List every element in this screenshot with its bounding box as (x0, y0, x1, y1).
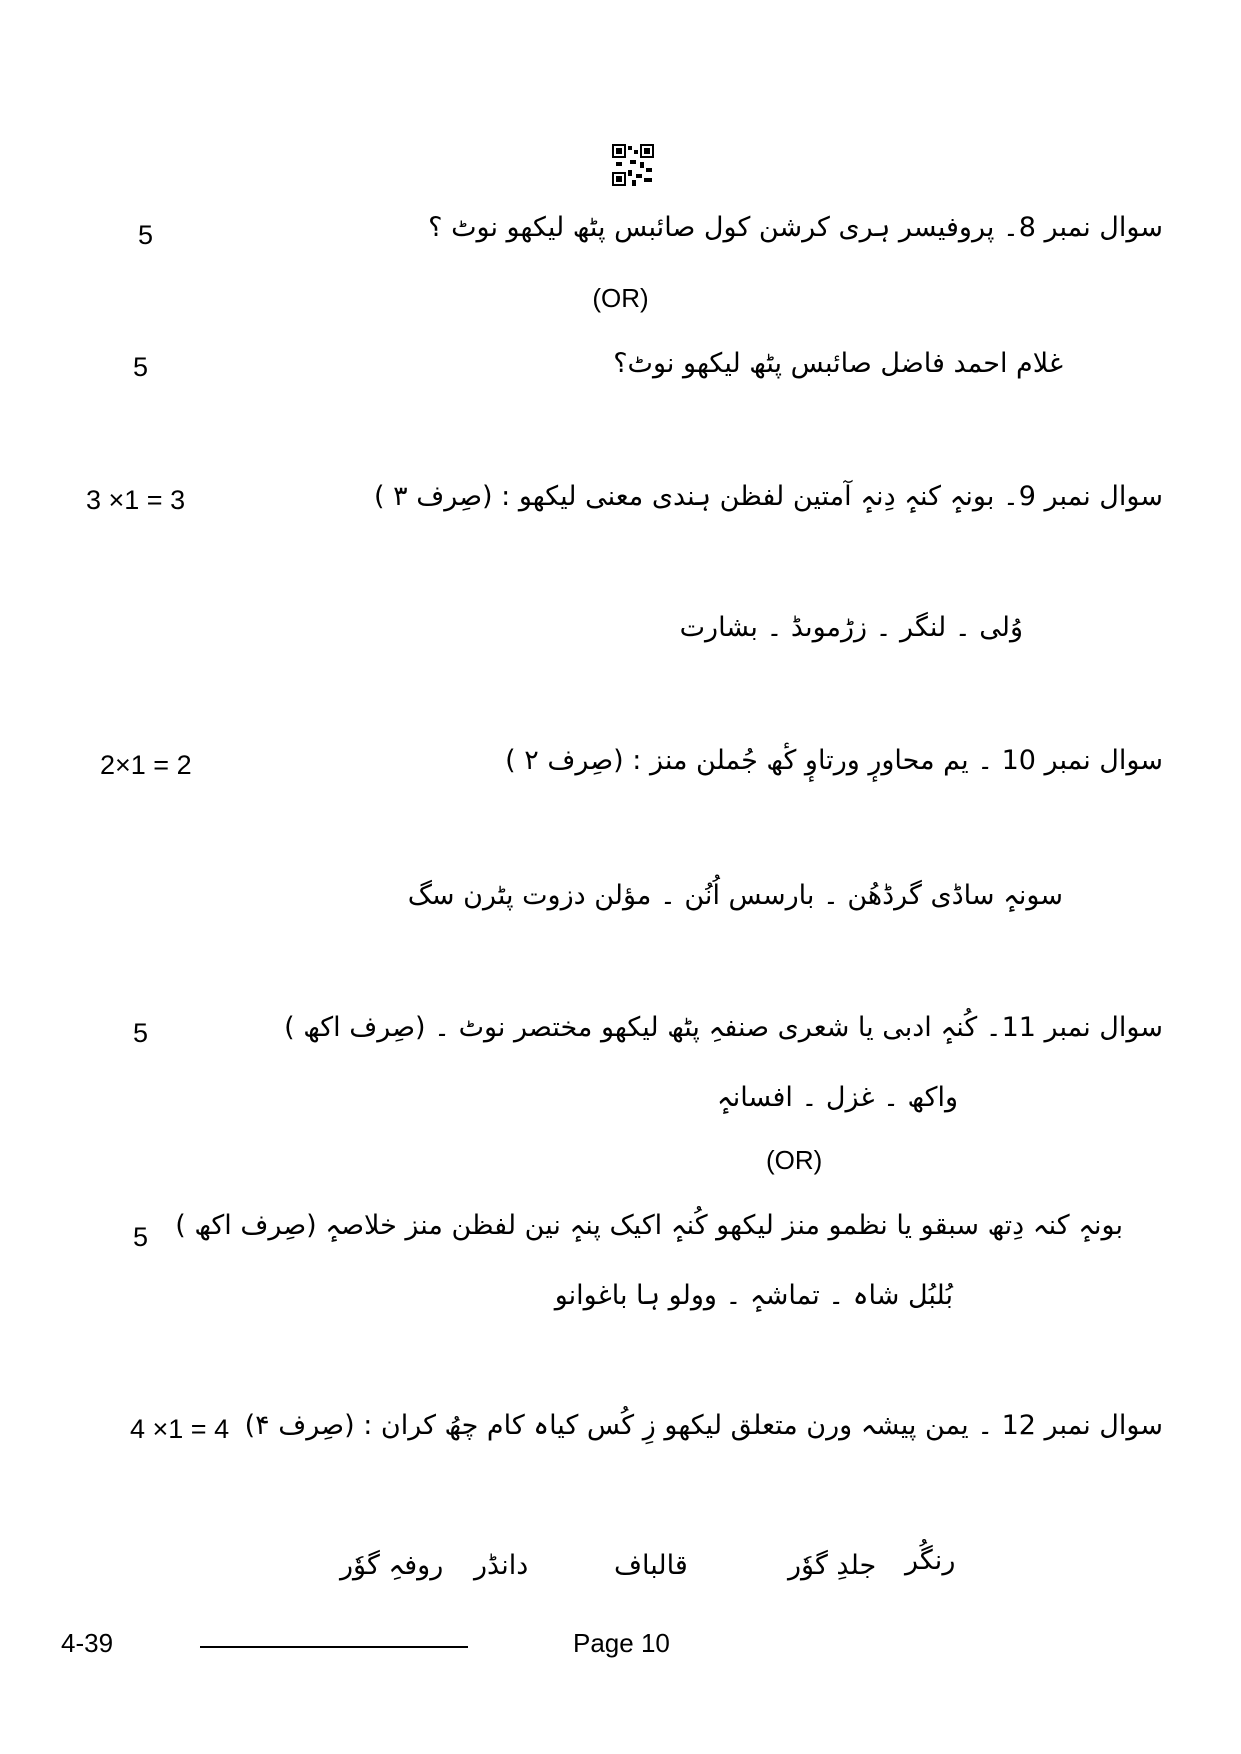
question-11-options: واکھ ۔ غزل ۔ افسانہٕ (716, 1082, 958, 1113)
or-separator-2: (OR) (766, 1145, 823, 1175)
profession-option-5: روفہِ گوٗر (340, 1550, 444, 1581)
question-9-text: سوال نمبر 9۔ بونہٕ کنہٕ دِنہٕ آمتین لفظن ہندی معنی لیکھو : (صِرف ۳ ) (374, 481, 1163, 512)
question-8-marks: 5 (138, 220, 154, 250)
page-number: Page 10 (573, 1628, 670, 1658)
profession-option-4: دانڈر (474, 1550, 529, 1581)
question-8-alt-marks: 5 (133, 352, 149, 382)
profession-option-2: جلدِ گوٗر (788, 1550, 877, 1581)
question-9-marks: 3 ×1 = 3 (86, 485, 186, 515)
question-10-text: سوال نمبر 10 ۔ یم محاورٕ ورتاوٕ کٔھ جُملن منز : (صِرف ۲ ) (505, 745, 1163, 776)
question-10-marks: 2×1 = 2 (100, 750, 192, 780)
question-10-options: سونہٕ ساڈی گرڈھُن ۔ بارسس اُنُن ۔ مؤلن دزوت پٹرن سگ (407, 880, 1063, 911)
question-11-text: سوال نمبر 11۔ کُنہٕ ادبی یا شعری صنفہِ پٹھ لیکھو مختصر نوٹ ۔ (صِرف اکھ ) (284, 1012, 1163, 1043)
qr-code-icon (612, 144, 654, 186)
page-code: 4-39 (61, 1628, 114, 1658)
question-11-alt-options: بُلبُل شاہ ۔ تماشہٕ ۔ وولو ہا باغوانو (554, 1280, 953, 1311)
profession-option-3: قالباف (614, 1550, 688, 1581)
question-11-alt-marks: 5 (133, 1222, 149, 1252)
footer-divider (200, 1646, 468, 1648)
question-8-alt-text: غلام احمد فاضل صائبس پٹھ لیکھو نوٹ؟ (613, 348, 1063, 379)
question-12-text: سوال نمبر 12 ۔ یمن پیشہ ورن متعلق لیکھو زِ کُس کیاہ کام چھُ کران : (صِرف ۴) (244, 1410, 1163, 1441)
profession-option-1: رنگُر (905, 1545, 956, 1576)
question-11-alt-text: بونہٕ کنہ دِتھ سبقو یا نظمو منز لیکھو کُنہٕ اکیک پنہٕ نین لفظن منز خلاصہٕ (صِرف اکھ ) (175, 1210, 1123, 1241)
question-12-marks: 4 ×1 = 4 (130, 1414, 230, 1444)
question-9-options: وُلی ۔ لنگر ۔ زڑموںڈ ۔ بشارت (679, 612, 1023, 643)
question-11-marks: 5 (133, 1018, 149, 1048)
question-8-text: سوال نمبر 8۔ پروفیسر ہری کرشن کول صائبس پٹھ لیکھو نوٹ ؟ (428, 212, 1163, 243)
or-separator-1: (OR) (592, 283, 649, 313)
